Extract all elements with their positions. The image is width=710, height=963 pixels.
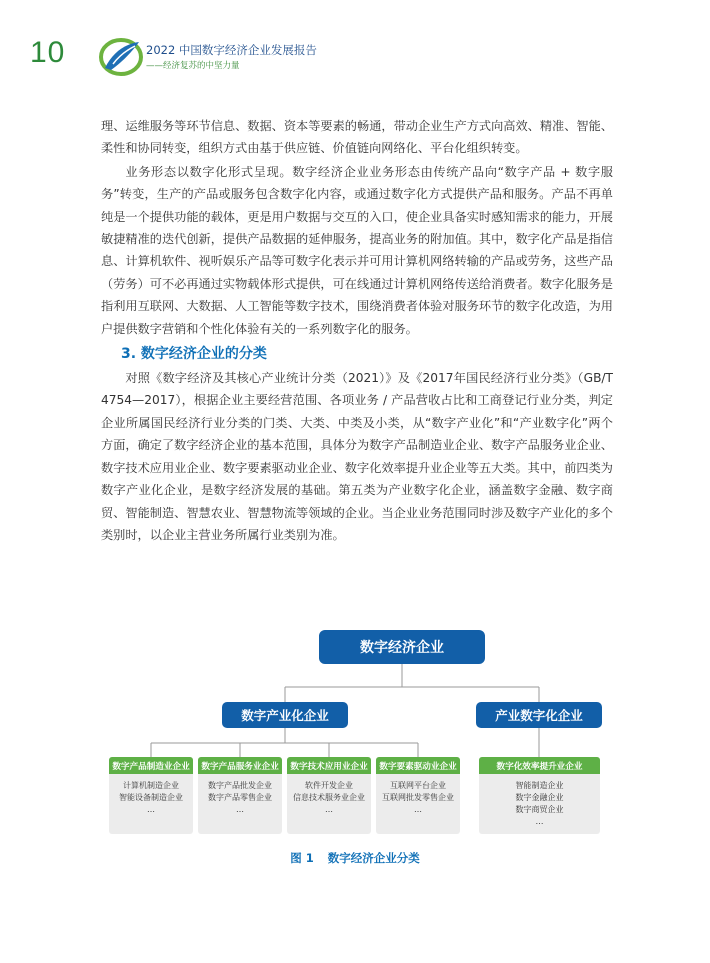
card-title: 数字产品制造业企业: [109, 757, 193, 774]
category-card: [287, 757, 371, 834]
paragraph-3: 对照《数字经济及其核心产业统计分类（2021）》及《2017年国民经济行业分类》（GB/T 4754—2017），根据企业主要经营范围、各项业务 / 产品营收占比和工商登记行业分类，判定企业所属国民经济行业分类的门类、大类、中类及小类，从“数字产业化”和“产业数字化”两个方面，确定了数字经济企业的基本范围，具体分为数字产品制造业企业、数字产品服务业企业、数字技术应用业企业、数字要素驱动业企业、数字化效率提升业企业等五大类。其中，前四类为数字产业化企业，是数字经济发展的基础。第五类为产业数字化企业，涵盖数字金融、数字商贸、智能制造、智慧农业、智慧物流等领域的企业。当企业业务范围同时涉及数字产业化的多个类别时，以企业主营业务所属行业类别为准。: [101, 371, 613, 542]
body-text: [101, 115, 613, 546]
page-header: [0, 0, 710, 90]
card-item: 数字金融企业: [515, 793, 564, 802]
page-number: 10: [30, 36, 66, 69]
card-item: 信息技术服务业企业: [293, 793, 365, 802]
card-item: …: [535, 817, 544, 826]
figure-title: 数字经济企业分类: [327, 851, 420, 865]
category-card: [376, 757, 460, 834]
card-title: 数字要素驱动业企业: [376, 757, 460, 774]
card-item: 数字产品零售企业: [208, 793, 272, 802]
card-item: …: [325, 805, 333, 814]
report-logo-icon: [99, 34, 143, 78]
category-card: [479, 757, 600, 834]
figure-number: 图 1: [290, 851, 314, 865]
card-item: 互联网批发零售企业: [382, 793, 454, 802]
card-item: …: [147, 805, 155, 814]
card-item: 数字产品批发企业: [208, 781, 272, 790]
category-card: [109, 757, 193, 834]
classification-diagram: [107, 627, 603, 842]
card-item: 计算机制造企业: [123, 781, 179, 790]
card-title: 数字化效率提升业企业: [479, 757, 600, 774]
card-item: …: [236, 805, 244, 814]
category-card: [198, 757, 282, 834]
card-item: 智能设备制造企业: [119, 793, 183, 802]
card-item: 互联网平台企业: [390, 781, 446, 790]
card-title: 数字产品服务业企业: [198, 757, 282, 774]
card-title: 数字技术应用业企业: [287, 757, 371, 774]
report-title: 2022 中国数字经济企业发展报告: [146, 43, 317, 57]
report-subtitle: ——经济复苏的中坚力量: [146, 61, 240, 71]
paragraph-1: 理、运维服务等环节信息、数据、资本等要素的畅通，带动企业生产方式向高效、精准、智能、柔性和协同转变，组织方式由基于供应链、价值链向网络化、平台化组织转变。: [101, 119, 613, 156]
section-heading: 3. 数字经济企业的分类: [121, 346, 267, 363]
card-item: 智能制造企业: [515, 781, 564, 790]
figure-caption: [0, 850, 710, 866]
root-node: 数字经济企业: [319, 630, 485, 664]
paragraph-2: 业务形态以数字化形式呈现。数字经济企业业务形态由传统产品向“数字产品 + 数字服务”转变，生产的产品或服务包含数字化内容，或通过数字化方式提供产品和服务。产品不再单纯是一个提供功能的载体，更是用户数据与交互的入口，使企业具备实时感知需求的能力，开展敏捷精准的迭代创新，提供产品数据的延伸服务，提高业务的附加值。其中，数字化产品是指信息、计算机软件、视听娱乐产品等可数字化表示并可用计算机网络转输的产品或劳务，这些产品（劳务）可不必再通过实物载体形式提供，可在线通过计算机网络传送给消费者。数字化服务是指利用互联网、大数据、人工智能等数字技术，围绕消费者体验对服务环节的数字化改造，为用户提供数字营销和个性化体验有关的一系列数字化的服务。: [101, 164, 613, 336]
industrial-digitalization-node: 产业数字化企业: [476, 702, 602, 728]
digital-industrialization-node: 数字产业化企业: [222, 702, 348, 728]
card-item: …: [414, 805, 422, 814]
card-item: 数字商贸企业: [515, 805, 564, 814]
card-item: 软件开发企业: [305, 781, 353, 790]
